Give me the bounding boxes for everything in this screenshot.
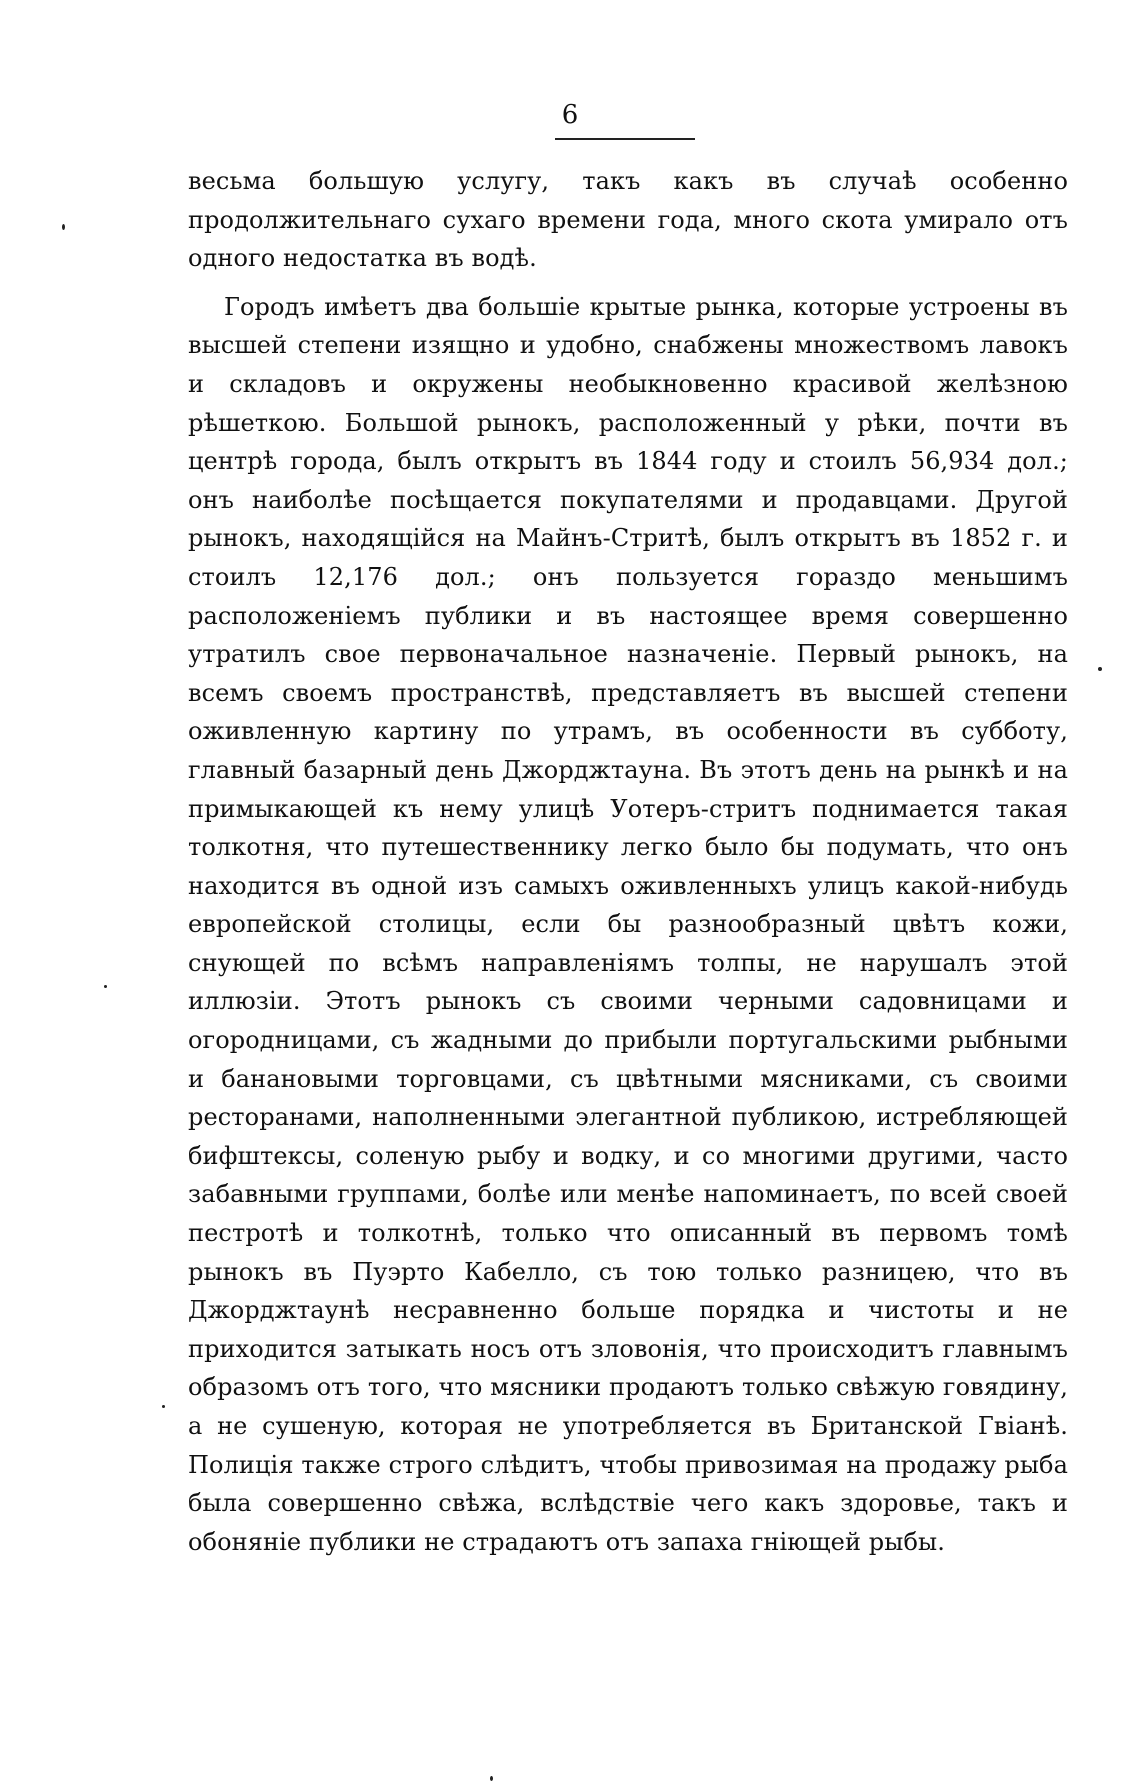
page-number: 6 bbox=[561, 100, 579, 130]
print-speck bbox=[104, 985, 107, 988]
body-text bbox=[188, 162, 1068, 1561]
print-speck bbox=[490, 1776, 493, 1781]
header-rule bbox=[555, 138, 695, 140]
paragraph-markets: Городъ имѣетъ два большіе крытые рынка, которые устроены въ высшей степени изящно и удобно, снабжены множествомъ лавокъ и складовъ и окружены необыкновенно красивой желѣзною рѣшеткою. Большой рынокъ, расположенный у рѣки, почти въ центрѣ города, былъ открытъ въ 1844 году и стоилъ 56,934 дол.; онъ наиболѣе посѣщается покупателями и продавцами. Другой рынокъ, находящійся на Майнъ-Стритѣ, былъ открытъ въ 1852 г. и стоилъ 12,176 дол.; онъ пользуется гораздо меньшимъ расположеніемъ публики и въ настоящее время совершенно утратилъ свое первоначальное назначеніе. Первый рынокъ, на всемъ своемъ пространствѣ, представляетъ въ высшей степени оживленную картину по утрамъ, въ особенности въ субботу, главный базарный день Джорджтауна. Въ этотъ день на рынкѣ и на примыкающей къ нему улицѣ Уотеръ-стритъ поднимается такая толкотня, что путешественнику легко было бы подумать, что онъ находится въ одной изъ самыхъ оживленныхъ улицъ какой-нибудь европейской столицы, если бы разнообразный цвѣтъ кожи, снующей по всѣмъ направленіямъ толпы, не нарушалъ этой иллюзіи. Этотъ рынокъ съ своими черными садовницами и огородницами, съ жадными до прибыли португальскими рыбными и банановыми торговцами, съ цвѣтными мясниками, съ своими ресторанами, наполненными элегантной публикою, истребляющей бифштексы, соленую рыбу и водку, и со многими другими, часто забавными группами, болѣе или менѣе напоминаетъ, по всей своей пестротѣ и толкотнѣ, только что описанный въ первомъ томѣ рынокъ въ Пуэрто Кабелло, съ тою только разницею, что въ Джорджтаунѣ несравненно больше порядка и чистоты и не приходится затыкать носъ отъ зловонія, что происходитъ главнымъ образомъ отъ того, что мясники продаютъ только свѣжую говядину, а не сушеную, которая не употребляется въ Британской Гвіанѣ. Полиція также строго слѣдитъ, чтобы привозимая на продажу рыба была совершенно свѣжа, вслѣдствіе чего какъ здоровье, такъ и обоняніе публики не страдаютъ отъ запаха гніющей рыбы. bbox=[188, 292, 1068, 1556]
paragraph-continued: весьма большую услугу, такъ какъ въ случаѣ особенно продолжительнаго сухаго времени года, много скота умирало отъ одного недостатка въ водѣ. bbox=[188, 167, 1068, 273]
print-speck bbox=[162, 1405, 165, 1408]
print-speck bbox=[1098, 667, 1102, 671]
print-speck bbox=[62, 224, 65, 230]
